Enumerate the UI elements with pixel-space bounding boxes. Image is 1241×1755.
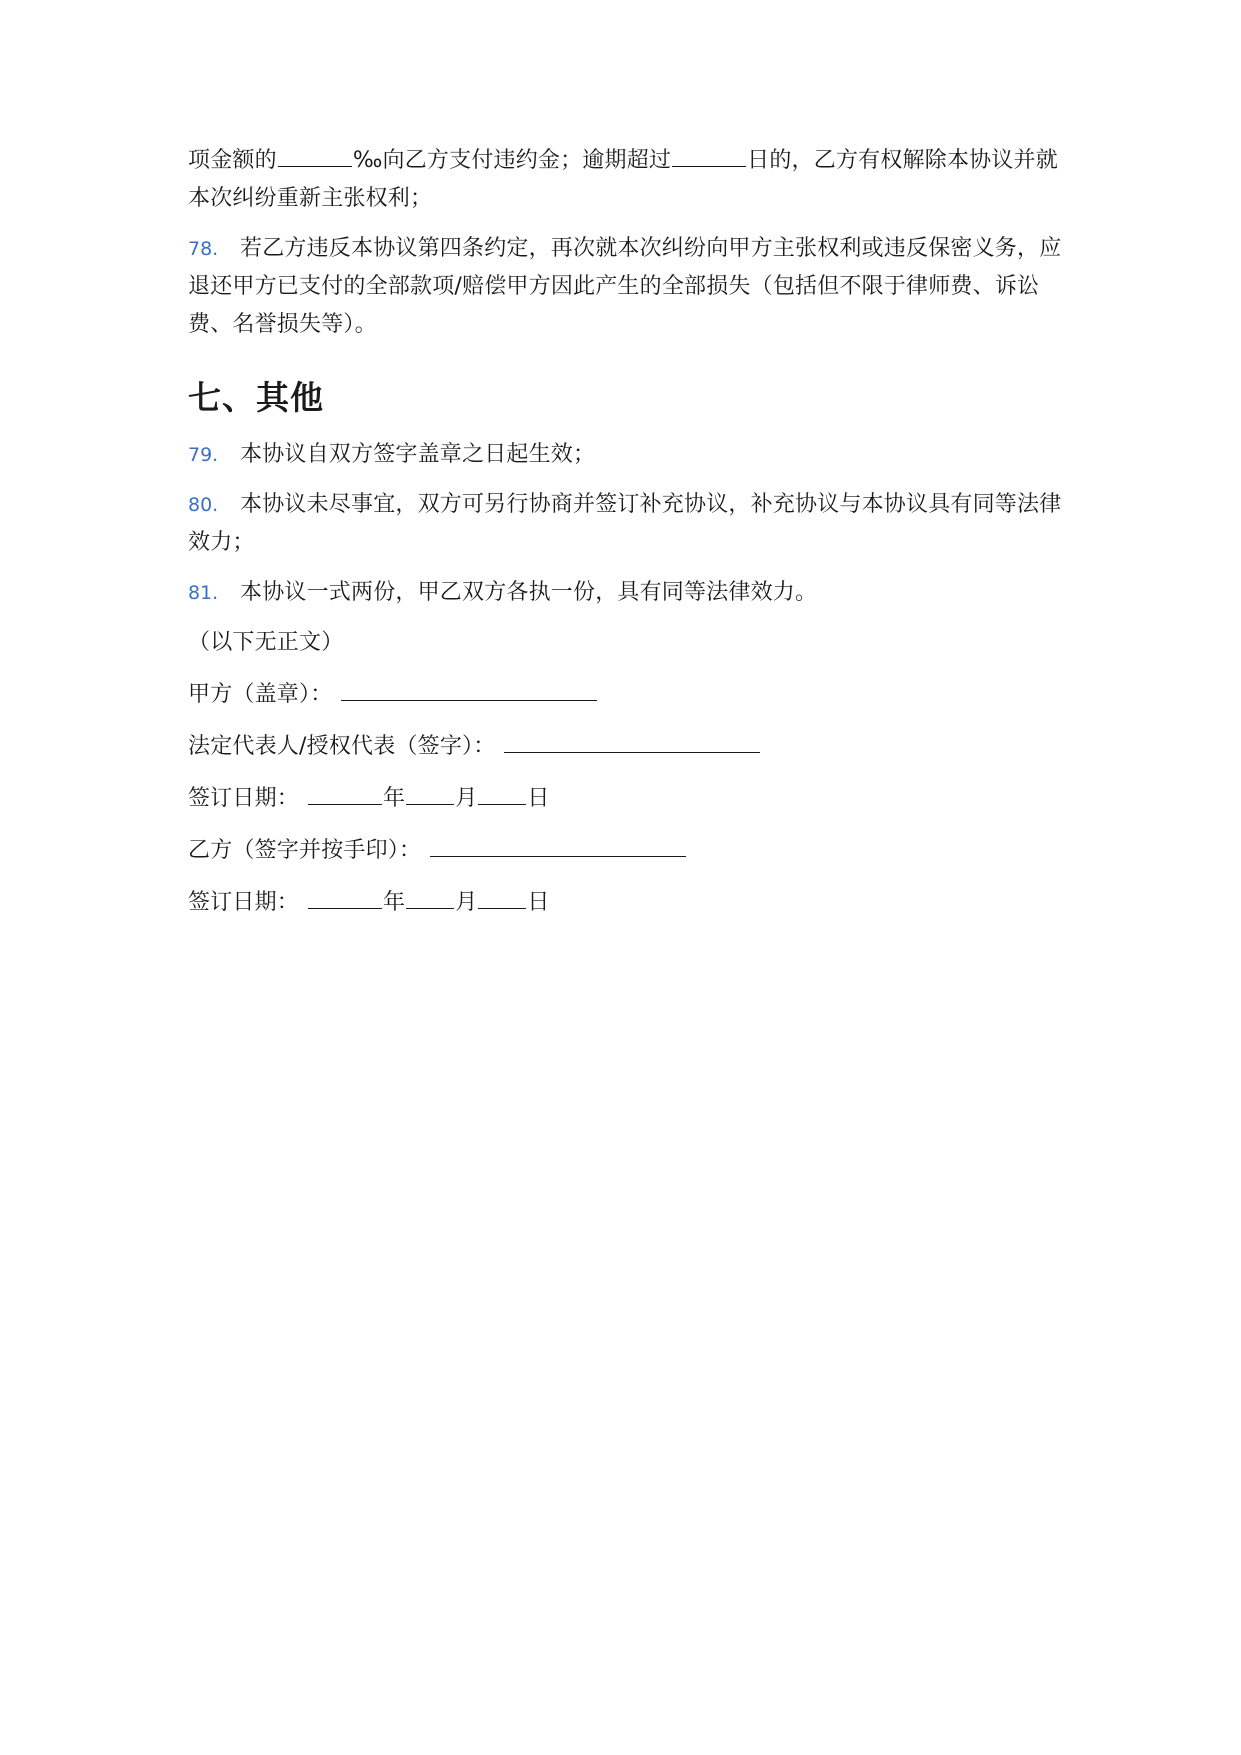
penalty-rate-blank[interactable] bbox=[278, 140, 352, 167]
clause-79 bbox=[188, 436, 1068, 474]
year-label: 年 bbox=[383, 786, 406, 811]
day-blank[interactable] bbox=[478, 778, 526, 805]
month-blank[interactable] bbox=[406, 778, 454, 805]
clause-80 bbox=[188, 486, 1068, 562]
clause-81 bbox=[188, 574, 1068, 612]
clause-number: 78. bbox=[188, 238, 219, 260]
day-label: 日 bbox=[527, 786, 550, 811]
day-blank[interactable] bbox=[478, 882, 526, 909]
year-blank[interactable] bbox=[308, 778, 382, 805]
party-b-signature-blank[interactable] bbox=[430, 830, 686, 857]
month-label: 月 bbox=[455, 890, 478, 915]
clause-number: 79. bbox=[188, 444, 219, 466]
clause-number: 80. bbox=[188, 494, 219, 516]
continuation-text-2: ‰向乙方支付违约金；逾期超过 bbox=[352, 148, 672, 173]
year-label: 年 bbox=[383, 890, 406, 915]
clause-text: 本协议一式两份，甲乙双方各执一份，具有同等法律效力。 bbox=[240, 580, 818, 605]
penalty-clause-continuation bbox=[188, 140, 1068, 218]
document-page bbox=[188, 140, 1068, 934]
continuation-text-1: 项金额的 bbox=[188, 148, 277, 173]
party-b-label: 乙方（签字并按手印）： bbox=[188, 838, 422, 863]
day-label: 日 bbox=[527, 890, 550, 915]
clause-78 bbox=[188, 230, 1068, 344]
month-blank[interactable] bbox=[406, 882, 454, 909]
date-label: 签订日期： bbox=[188, 890, 300, 915]
date-label: 签订日期： bbox=[188, 786, 300, 811]
representative-signature-blank[interactable] bbox=[504, 726, 760, 753]
clause-text: 本协议自双方签字盖章之日起生效； bbox=[240, 442, 596, 467]
year-blank[interactable] bbox=[308, 882, 382, 909]
clause-number: 81. bbox=[188, 582, 219, 604]
section-heading-other: 七、其他 bbox=[188, 378, 324, 417]
representative-signature-row bbox=[188, 726, 1068, 766]
month-label: 月 bbox=[455, 786, 478, 811]
party-a-label: 甲方（盖章）： bbox=[188, 682, 333, 707]
clause-text: 本协议未尽事宜，双方可另行协商并签订补充协议，补充协议与本协议具有同等法律效力； bbox=[188, 492, 1062, 555]
party-b-signature-row bbox=[188, 830, 1068, 870]
party-b-date-row bbox=[188, 882, 1068, 922]
continuation-text-3: 日的，乙方有权解除本协议并就本次纠纷重新主张权利； bbox=[188, 148, 1058, 211]
clause-text: 若乙方违反本协议第四条约定，再次就本次纠纷向甲方主张权利或违反保密义务，应退还甲方已支付的全部款项/赔偿甲方因此产生的全部损失（包括但不限于律师费、诉讼费、名誉损失等）。 bbox=[188, 236, 1062, 337]
closing-note: （以下无正文） bbox=[188, 630, 344, 655]
representative-label: 法定代表人/授权代表（签字）： bbox=[188, 734, 496, 759]
party-a-seal-blank[interactable] bbox=[341, 674, 597, 701]
overdue-days-blank[interactable] bbox=[672, 140, 746, 167]
party-a-date-row bbox=[188, 778, 1068, 818]
party-a-signature-row bbox=[188, 674, 1068, 714]
